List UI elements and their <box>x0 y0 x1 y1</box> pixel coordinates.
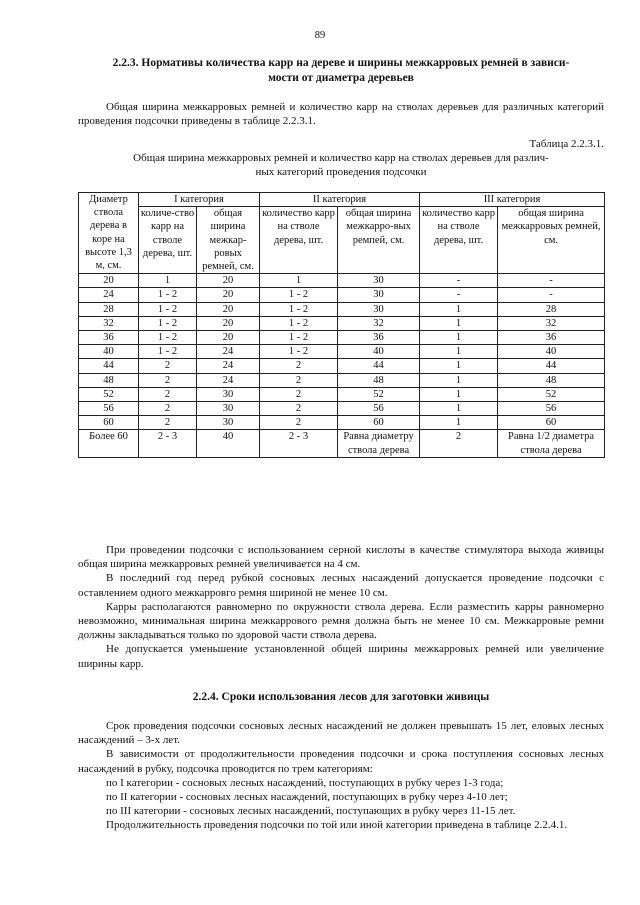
table-cell: 2 <box>260 416 338 430</box>
header-category-3: III категория <box>420 193 605 207</box>
table-cell: 1 - 2 <box>260 288 338 302</box>
table-row <box>79 416 605 430</box>
table-cell: 2 <box>260 373 338 387</box>
table-cell: - <box>498 288 605 302</box>
table-cell: - <box>420 288 498 302</box>
header-c1-width: общая ширина межкар-ровых ремней, см. <box>197 207 260 274</box>
table-cell: 30 <box>338 302 420 316</box>
table-cell: 36 <box>338 331 420 345</box>
header-diameter: Диаметр ствола дерева в коре на высоте 1,3 м, см. <box>79 193 139 274</box>
table-row <box>79 316 605 330</box>
norms-table <box>78 192 605 458</box>
table-caption: Таблица 2.2.3.1. <box>529 138 604 150</box>
table-cell: 1 <box>260 274 338 288</box>
table-cell: 1 <box>139 274 197 288</box>
table-cell: 2 <box>260 402 338 416</box>
table-cell: 2 - 3 <box>260 430 338 457</box>
header-c3-width: общая ширина межкарровых ремней, см. <box>498 207 605 274</box>
paragraph-placement: Карры располагаются равномерно по окружности ствола дерева. Если разместить карры равномерно невозможно, минимальная ширина межкаррового ремня должна быть не менее 10 см. Межкарровые ремни должны закладываться только по здоровой части ствола дерева. <box>78 600 604 642</box>
table-cell: 2 <box>139 359 197 373</box>
page-number: 89 <box>314 30 326 41</box>
row-diameter-cell: 40 <box>79 345 139 359</box>
table-row <box>79 387 605 401</box>
paragraph-sulfuric: При проведении подсочки с использованием серной кислоты в качестве стимулятора выхода живицы общая ширина межкарровых ремней увеличивается на 4 см. <box>78 544 604 571</box>
table-cell: 20 <box>197 302 260 316</box>
table-cell: 2 <box>139 373 197 387</box>
after-table-text <box>78 543 604 671</box>
table-row <box>79 288 605 302</box>
table-row <box>79 402 605 416</box>
table-cell: 1 - 2 <box>260 316 338 330</box>
table-cell: 2 <box>139 387 197 401</box>
table-cell: 44 <box>498 359 605 373</box>
header-c2-width: общая ширина межкарро-вых ремпей, см. <box>338 207 420 274</box>
table-body <box>79 274 605 458</box>
table-cell: 30 <box>338 288 420 302</box>
table-cell: 30 <box>197 387 260 401</box>
table-cell: 1 <box>420 359 498 373</box>
paragraph-term: Срок проведения подсочки сосновых лесных насаждений не должен превышать 15 лет, еловых лесных насаждений – 3-х лет. <box>78 720 604 747</box>
row-diameter-cell: Более 60 <box>79 430 139 457</box>
table-cell: 52 <box>498 387 605 401</box>
table-cell: 2 <box>139 402 197 416</box>
table-cell: 1 <box>420 302 498 316</box>
table-cell: 60 <box>498 416 605 430</box>
table-cell: 44 <box>338 359 420 373</box>
table-row <box>79 345 605 359</box>
header-c3-count: количество карр на стволе дерева, шт. <box>420 207 498 274</box>
table-cell: 1 <box>420 416 498 430</box>
table-cell: Равна 1/2 диаметра ствола дерева <box>498 430 605 457</box>
list-item: по II категории - сосновых лесных насаждений, поступающих в рубку через 4-10 лет; <box>106 791 508 804</box>
row-diameter-cell: 60 <box>79 416 139 430</box>
table-row <box>79 302 605 316</box>
list-item: по I категории - сосновых лесных насаждений, поступающих в рубку через 1-3 года; <box>106 776 504 789</box>
paragraph-last-year: В последний год перед рубкой сосновых лесных насаждений допускается проведение подсочки с оставлением одного межкарровго ремня шириной не менее 10 см. <box>78 572 604 599</box>
table-cell: 60 <box>338 416 420 430</box>
row-diameter-cell: 20 <box>79 274 139 288</box>
paragraph-not-allowed: Не допускается уменьшение установленной общей ширины межкарровых ремней или увеличение ширины карр. <box>78 643 604 670</box>
table-cell: 28 <box>498 302 605 316</box>
paragraph-duration: Продолжительность проведения подсочки по той или иной категории приведена в таблице 2.2.4.1. <box>106 819 568 832</box>
table-cell: 32 <box>338 316 420 330</box>
section-2-2-3-heading <box>78 56 604 85</box>
table-cell: 2 - 3 <box>139 430 197 457</box>
table-cell: 48 <box>498 373 605 387</box>
table-cell: 1 - 2 <box>260 345 338 359</box>
table-cell: 24 <box>197 359 260 373</box>
table-cell: 1 <box>420 402 498 416</box>
table-title <box>78 151 604 179</box>
row-diameter-cell: 56 <box>79 402 139 416</box>
table-cell: 20 <box>197 316 260 330</box>
row-diameter-cell: 52 <box>79 387 139 401</box>
table-cell: 1 <box>420 345 498 359</box>
row-diameter-cell: 48 <box>79 373 139 387</box>
table-cell: Равна диаметру ствола дерева <box>338 430 420 457</box>
table-cell: 1 <box>420 316 498 330</box>
section-2-2-4-heading: 2.2.4. Сроки использования лесов для заготовки живицы <box>192 691 490 703</box>
table-cell: 1 - 2 <box>139 302 197 316</box>
header-category-1: I категория <box>139 193 260 207</box>
table-cell: 36 <box>498 331 605 345</box>
header-category-2: II категория <box>260 193 420 207</box>
table-cell: 24 <box>197 345 260 359</box>
table-title-line-2: ных категорий проведения подсочки <box>255 166 427 178</box>
table-cell: 30 <box>338 274 420 288</box>
paragraph-categories: В зависимости от продолжительности проведения подсочки и срока поступления сосновых лесных насаждений в рубку, подсочка проводится по трем категориям: <box>78 748 604 775</box>
table-cell: 40 <box>197 430 260 457</box>
table-cell: 1 - 2 <box>260 331 338 345</box>
table-cell: 1 <box>420 373 498 387</box>
table-title-line-1: Общая ширина межкарровых ремней и количество карр на стволах деревьев для различ- <box>133 152 549 164</box>
table-cell: 1 - 2 <box>139 288 197 302</box>
category-list <box>78 776 604 819</box>
table-cell: 2 <box>260 359 338 373</box>
table-cell: 1 <box>420 387 498 401</box>
table-cell: 30 <box>197 416 260 430</box>
table-row <box>79 274 605 288</box>
table-cell: 1 - 2 <box>139 316 197 330</box>
table-cell: 56 <box>338 402 420 416</box>
table-cell: 1 <box>420 331 498 345</box>
table-cell: 2 <box>260 387 338 401</box>
header-c1-count: количе-ство карр на стволе дерева, шт. <box>139 207 197 274</box>
table-cell: 56 <box>498 402 605 416</box>
row-diameter-cell: 28 <box>79 302 139 316</box>
table-cell: 1 - 2 <box>260 302 338 316</box>
table-cell: 32 <box>498 316 605 330</box>
table-row <box>79 373 605 387</box>
table-cell: 24 <box>197 373 260 387</box>
header-c2-count: количество карр на стволе дерева, шт. <box>260 207 338 274</box>
list-item: по III категории - сосновых лесных насаждений, поступающих в рубку через 11-15 лет. <box>106 805 516 818</box>
table-cell: 20 <box>197 288 260 302</box>
table-cell: 48 <box>338 373 420 387</box>
table-cell: 40 <box>338 345 420 359</box>
table-cell: 20 <box>197 331 260 345</box>
table-cell: 2 <box>139 416 197 430</box>
heading-line-1: 2.2.3. Нормативы количества карр на дереве и ширины межкарровых ремней в зависи- <box>112 57 570 69</box>
table-cell: 30 <box>197 402 260 416</box>
row-diameter-cell: 24 <box>79 288 139 302</box>
row-diameter-cell: 36 <box>79 331 139 345</box>
table-cell: 52 <box>338 387 420 401</box>
table-cell: - <box>420 274 498 288</box>
table-row <box>79 430 605 457</box>
table-cell: 40 <box>498 345 605 359</box>
table-cell: 2 <box>420 430 498 457</box>
section-2-2-4-body <box>78 719 604 833</box>
heading-line-2: мости от диаметра деревьев <box>268 71 414 84</box>
table-cell: 1 - 2 <box>139 331 197 345</box>
table-cell: 20 <box>197 274 260 288</box>
intro-paragraph: Общая ширина межкарровых ремней и количество карр на стволах деревьев для различных категорий проведения подсочки приведены в таблице 2.2.3.1. <box>78 101 604 128</box>
table-row <box>79 359 605 373</box>
table-cell: - <box>498 274 605 288</box>
table-cell: 1 - 2 <box>139 345 197 359</box>
row-diameter-cell: 44 <box>79 359 139 373</box>
row-diameter-cell: 32 <box>79 316 139 330</box>
table-row <box>79 331 605 345</box>
